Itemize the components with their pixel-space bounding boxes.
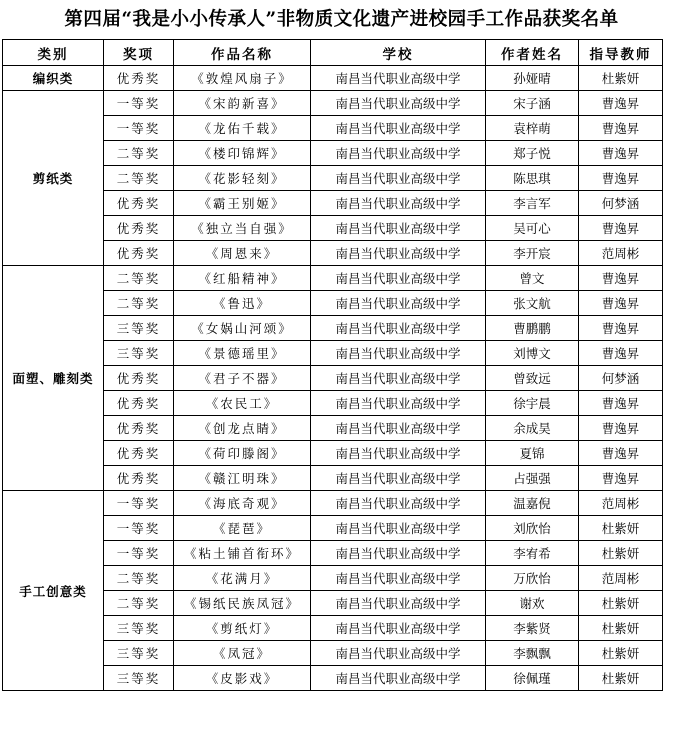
teacher-cell: 曹逸昇 [579,466,663,491]
author-cell: 李紫贤 [486,616,579,641]
author-cell: 孙娅晴 [486,66,579,91]
work-title-cell: 《敦煌风扇子》 [174,66,311,91]
award-cell: 二等奖 [104,591,174,616]
category-cell: 手工创意类 [3,491,104,691]
author-cell: 陈思琪 [486,166,579,191]
teacher-cell: 曹逸昇 [579,266,663,291]
school-cell: 南昌当代职业高级中学 [311,66,486,91]
school-cell: 南昌当代职业高级中学 [311,466,486,491]
teacher-cell: 曹逸昇 [579,291,663,316]
category-cell: 面塑、雕刻类 [3,266,104,491]
school-cell: 南昌当代职业高级中学 [311,216,486,241]
school-cell: 南昌当代职业高级中学 [311,516,486,541]
author-cell: 曾文 [486,266,579,291]
teacher-cell: 曹逸昇 [579,91,663,116]
teacher-cell: 何梦涵 [579,191,663,216]
category-cell: 编织类 [3,66,104,91]
teacher-cell: 曹逸昇 [579,441,663,466]
school-cell: 南昌当代职业高级中学 [311,116,486,141]
school-cell: 南昌当代职业高级中学 [311,491,486,516]
teacher-cell: 杜紫妍 [579,666,663,691]
work-title-cell: 《剪纸灯》 [174,616,311,641]
award-cell: 一等奖 [104,491,174,516]
award-cell: 优秀奖 [104,216,174,241]
work-title-cell: 《景德瑶里》 [174,341,311,366]
work-title-cell: 《鲁迅》 [174,291,311,316]
work-title-cell: 《楼印锦辉》 [174,141,311,166]
table-body [3,66,663,691]
author-cell: 吴可心 [486,216,579,241]
work-title-cell: 《独立当自强》 [174,216,311,241]
author-cell: 谢欢 [486,591,579,616]
teacher-cell: 曹逸昇 [579,141,663,166]
work-title-cell: 《琵琶》 [174,516,311,541]
teacher-cell: 曹逸昇 [579,166,663,191]
award-cell: 二等奖 [104,266,174,291]
author-cell: 刘欣怡 [486,516,579,541]
author-cell: 徐宇晨 [486,391,579,416]
work-title-cell: 《周恩来》 [174,241,311,266]
header-author: 作者姓名 [486,40,579,66]
author-cell: 李开宸 [486,241,579,266]
author-cell: 李宥希 [486,541,579,566]
teacher-cell: 何梦涵 [579,366,663,391]
award-cell: 三等奖 [104,341,174,366]
author-cell: 徐佩瑾 [486,666,579,691]
author-cell: 曹鹏鹏 [486,316,579,341]
table-row [3,91,663,116]
author-cell: 郑子悦 [486,141,579,166]
teacher-cell: 杜紫妍 [579,516,663,541]
award-cell: 优秀奖 [104,366,174,391]
work-title-cell: 《女娲山河颂》 [174,316,311,341]
award-table [2,39,663,691]
work-title-cell: 《锡纸民族凤冠》 [174,591,311,616]
work-title-cell: 《宋韵新喜》 [174,91,311,116]
award-cell: 优秀奖 [104,466,174,491]
school-cell: 南昌当代职业高级中学 [311,191,486,216]
category-cell: 剪纸类 [3,91,104,266]
work-title-cell: 《皮影戏》 [174,666,311,691]
author-cell: 宋子涵 [486,91,579,116]
teacher-cell: 杜紫妍 [579,641,663,666]
author-cell: 袁梓萌 [486,116,579,141]
school-cell: 南昌当代职业高级中学 [311,666,486,691]
school-cell: 南昌当代职业高级中学 [311,566,486,591]
work-title-cell: 《红船精神》 [174,266,311,291]
school-cell: 南昌当代职业高级中学 [311,416,486,441]
header-row [3,40,663,66]
work-title-cell: 《花影轻刻》 [174,166,311,191]
table-row [3,266,663,291]
award-cell: 二等奖 [104,291,174,316]
page-title: 第四届“我是小小传承人”非物质文化遗产进校园手工作品获奖名单 [64,9,619,30]
teacher-cell: 曹逸昇 [579,316,663,341]
school-cell: 南昌当代职业高级中学 [311,91,486,116]
award-cell: 一等奖 [104,541,174,566]
author-cell: 李飘飘 [486,641,579,666]
teacher-cell: 杜紫妍 [579,66,663,91]
school-cell: 南昌当代职业高级中学 [311,291,486,316]
school-cell: 南昌当代职业高级中学 [311,391,486,416]
table-row [3,491,663,516]
teacher-cell: 范周彬 [579,241,663,266]
school-cell: 南昌当代职业高级中学 [311,616,486,641]
award-cell: 优秀奖 [104,241,174,266]
award-cell: 优秀奖 [104,391,174,416]
school-cell: 南昌当代职业高级中学 [311,641,486,666]
author-cell: 占强强 [486,466,579,491]
award-cell: 三等奖 [104,666,174,691]
teacher-cell: 曹逸昇 [579,116,663,141]
author-cell: 李言军 [486,191,579,216]
work-title-cell: 《霸王别姬》 [174,191,311,216]
header-work-title: 作品名称 [174,40,311,66]
school-cell: 南昌当代职业高级中学 [311,316,486,341]
award-cell: 三等奖 [104,641,174,666]
author-cell: 刘博文 [486,341,579,366]
school-cell: 南昌当代职业高级中学 [311,366,486,391]
header-teacher: 指导教师 [579,40,663,66]
award-cell: 优秀奖 [104,66,174,91]
teacher-cell: 范周彬 [579,491,663,516]
work-title-cell: 《荷印滕阁》 [174,441,311,466]
work-title-cell: 《花满月》 [174,566,311,591]
author-cell: 张文航 [486,291,579,316]
award-cell: 二等奖 [104,141,174,166]
school-cell: 南昌当代职业高级中学 [311,341,486,366]
award-cell: 三等奖 [104,616,174,641]
teacher-cell: 曹逸昇 [579,391,663,416]
work-title-cell: 《赣江明珠》 [174,466,311,491]
work-title-cell: 《龙佑千载》 [174,116,311,141]
header-school: 学校 [311,40,486,66]
teacher-cell: 杜紫妍 [579,541,663,566]
school-cell: 南昌当代职业高级中学 [311,141,486,166]
work-title-cell: 《凤冠》 [174,641,311,666]
award-cell: 一等奖 [104,116,174,141]
teacher-cell: 曹逸昇 [579,216,663,241]
award-cell: 优秀奖 [104,191,174,216]
header-category: 类别 [3,40,104,66]
school-cell: 南昌当代职业高级中学 [311,266,486,291]
school-cell: 南昌当代职业高级中学 [311,441,486,466]
teacher-cell: 杜紫妍 [579,591,663,616]
header-award: 奖项 [104,40,174,66]
author-cell: 余成昊 [486,416,579,441]
award-cell: 优秀奖 [104,416,174,441]
author-cell: 夏锦 [486,441,579,466]
author-cell: 温嘉倪 [486,491,579,516]
teacher-cell: 曹逸昇 [579,416,663,441]
award-cell: 优秀奖 [104,441,174,466]
teacher-cell: 范周彬 [579,566,663,591]
work-title-cell: 《君子不器》 [174,366,311,391]
award-cell: 一等奖 [104,516,174,541]
school-cell: 南昌当代职业高级中学 [311,241,486,266]
school-cell: 南昌当代职业高级中学 [311,541,486,566]
work-title-cell: 《粘土铺首衔环》 [174,541,311,566]
work-title-cell: 《海底奇观》 [174,491,311,516]
award-cell: 二等奖 [104,566,174,591]
table-row [3,66,663,91]
award-cell: 一等奖 [104,91,174,116]
teacher-cell: 曹逸昇 [579,341,663,366]
school-cell: 南昌当代职业高级中学 [311,591,486,616]
school-cell: 南昌当代职业高级中学 [311,166,486,191]
author-cell: 万欣怡 [486,566,579,591]
teacher-cell: 杜紫妍 [579,616,663,641]
work-title-cell: 《农民工》 [174,391,311,416]
award-cell: 三等奖 [104,316,174,341]
work-title-cell: 《创龙点睛》 [174,416,311,441]
author-cell: 曾致远 [486,366,579,391]
award-cell: 二等奖 [104,166,174,191]
